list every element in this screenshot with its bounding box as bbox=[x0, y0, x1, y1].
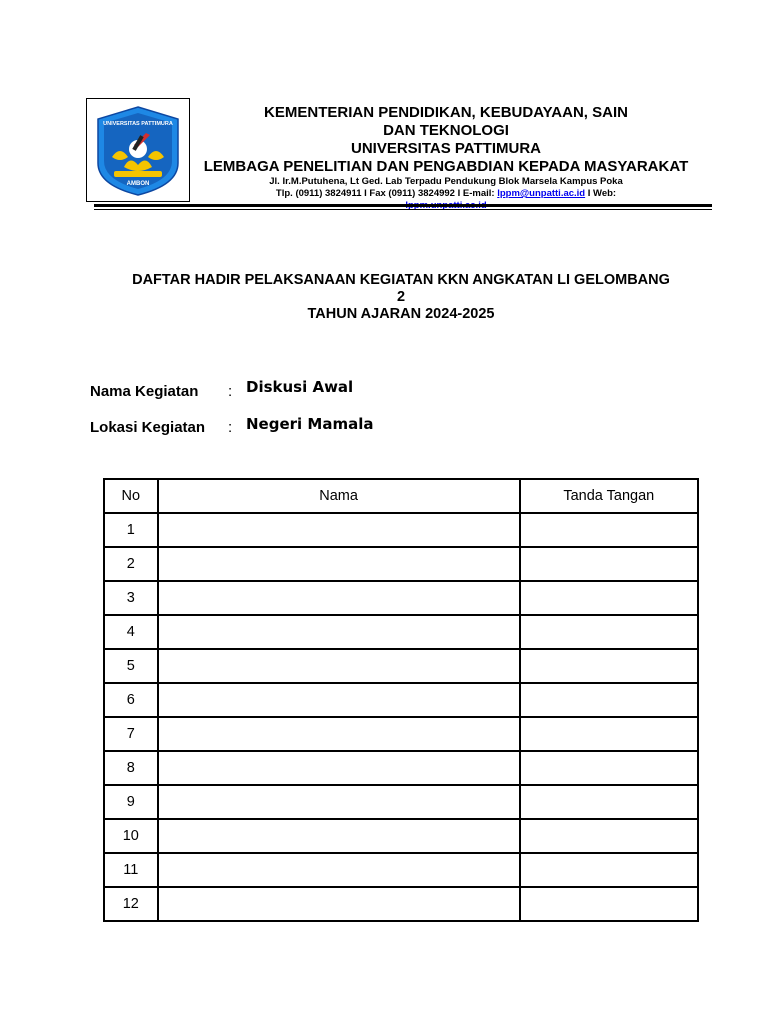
table-row bbox=[104, 887, 698, 921]
activity-name-row: Nama Kegiatan : Diskusi Awal bbox=[90, 378, 354, 400]
email-link[interactable]: lppm@unpatti.ac.id bbox=[497, 188, 586, 199]
table-row bbox=[104, 785, 698, 819]
table-row bbox=[104, 683, 698, 717]
row-number: 10 bbox=[104, 819, 158, 853]
table-row bbox=[104, 513, 698, 547]
header-no: No bbox=[104, 479, 158, 513]
header-divider-thin bbox=[94, 209, 712, 210]
name-cell[interactable] bbox=[158, 751, 520, 785]
signature-cell[interactable] bbox=[520, 717, 698, 751]
letterhead bbox=[196, 104, 696, 212]
signature-cell[interactable] bbox=[520, 649, 698, 683]
table-row bbox=[104, 615, 698, 649]
signature-cell[interactable] bbox=[520, 683, 698, 717]
signature-cell[interactable] bbox=[520, 581, 698, 615]
activity-location-row: Lokasi Kegiatan : Negeri Mamala bbox=[90, 415, 374, 436]
header-divider bbox=[94, 204, 712, 207]
name-cell[interactable] bbox=[158, 513, 520, 547]
signature-cell[interactable] bbox=[520, 887, 698, 921]
table-row bbox=[104, 547, 698, 581]
table-header-row bbox=[104, 479, 698, 513]
row-number: 3 bbox=[104, 581, 158, 615]
row-number: 7 bbox=[104, 717, 158, 751]
name-cell[interactable] bbox=[158, 819, 520, 853]
institute-name: LEMBAGA PENELITIAN DAN PENGABDIAN KEPADA MASYARAKAT bbox=[203, 158, 689, 175]
signature-cell[interactable] bbox=[520, 547, 698, 581]
contact-line: Tlp. (0911) 3824911 I Fax (0911) 3824992 I E-mail: lppm@unpatti.ac.id I Web: bbox=[196, 188, 696, 212]
svg-text:UNIVERSITAS PATTIMURA: UNIVERSITAS PATTIMURA bbox=[103, 121, 173, 127]
row-number: 2 bbox=[104, 547, 158, 581]
name-cell[interactable] bbox=[158, 717, 520, 751]
signature-cell[interactable] bbox=[520, 819, 698, 853]
activity-name-value: Diskusi Awal bbox=[246, 378, 354, 396]
pattimura-emblem-icon bbox=[94, 105, 182, 197]
university-logo bbox=[86, 98, 190, 202]
document-title: DAFTAR HADIR PELAKSANAAN KEGIATAN KKN ANGKATAN LI GELOMBANG 2 TAHUN AJARAN 2024-2025 bbox=[132, 272, 670, 322]
row-number: 9 bbox=[104, 785, 158, 819]
signature-cell[interactable] bbox=[520, 615, 698, 649]
signature-cell[interactable] bbox=[520, 785, 698, 819]
university-name: UNIVERSITAS PATTIMURA bbox=[351, 140, 541, 157]
row-number: 5 bbox=[104, 649, 158, 683]
table-row bbox=[104, 751, 698, 785]
table-row bbox=[104, 717, 698, 751]
address-line: Jl. Ir.M.Putuhena, Lt Ged. Lab Terpadu Pendukung Blok Marsela Kampus Poka bbox=[269, 176, 623, 187]
row-number: 12 bbox=[104, 887, 158, 921]
signature-cell[interactable] bbox=[520, 853, 698, 887]
header-tanda-tangan: Tanda Tangan bbox=[520, 479, 698, 513]
row-number: 4 bbox=[104, 615, 158, 649]
row-number: 11 bbox=[104, 853, 158, 887]
ministry-name-cont: DAN TEKNOLOGI bbox=[383, 122, 509, 139]
name-cell[interactable] bbox=[158, 547, 520, 581]
row-number: 8 bbox=[104, 751, 158, 785]
header-nama: Nama bbox=[158, 479, 520, 513]
activity-location-label: Lokasi Kegiatan bbox=[90, 419, 206, 436]
name-cell[interactable] bbox=[158, 683, 520, 717]
svg-text:AMBON: AMBON bbox=[126, 181, 150, 187]
name-cell[interactable] bbox=[158, 649, 520, 683]
name-cell[interactable] bbox=[158, 581, 520, 615]
row-number: 1 bbox=[104, 513, 158, 547]
table-row bbox=[104, 649, 698, 683]
name-cell[interactable] bbox=[158, 785, 520, 819]
table-row bbox=[104, 819, 698, 853]
row-number: 6 bbox=[104, 683, 158, 717]
activity-location-value: Negeri Mamala bbox=[246, 415, 374, 433]
table-row bbox=[104, 853, 698, 887]
name-cell[interactable] bbox=[158, 615, 520, 649]
name-cell[interactable] bbox=[158, 853, 520, 887]
ministry-name: KEMENTERIAN PENDIDIKAN, KEBUDAYAAN, SAIN bbox=[264, 104, 628, 121]
signature-cell[interactable] bbox=[520, 751, 698, 785]
activity-name-label: Nama Kegiatan bbox=[90, 383, 199, 400]
attendance-table bbox=[103, 478, 699, 922]
signature-cell[interactable] bbox=[520, 513, 698, 547]
table-row bbox=[104, 581, 698, 615]
name-cell[interactable] bbox=[158, 887, 520, 921]
